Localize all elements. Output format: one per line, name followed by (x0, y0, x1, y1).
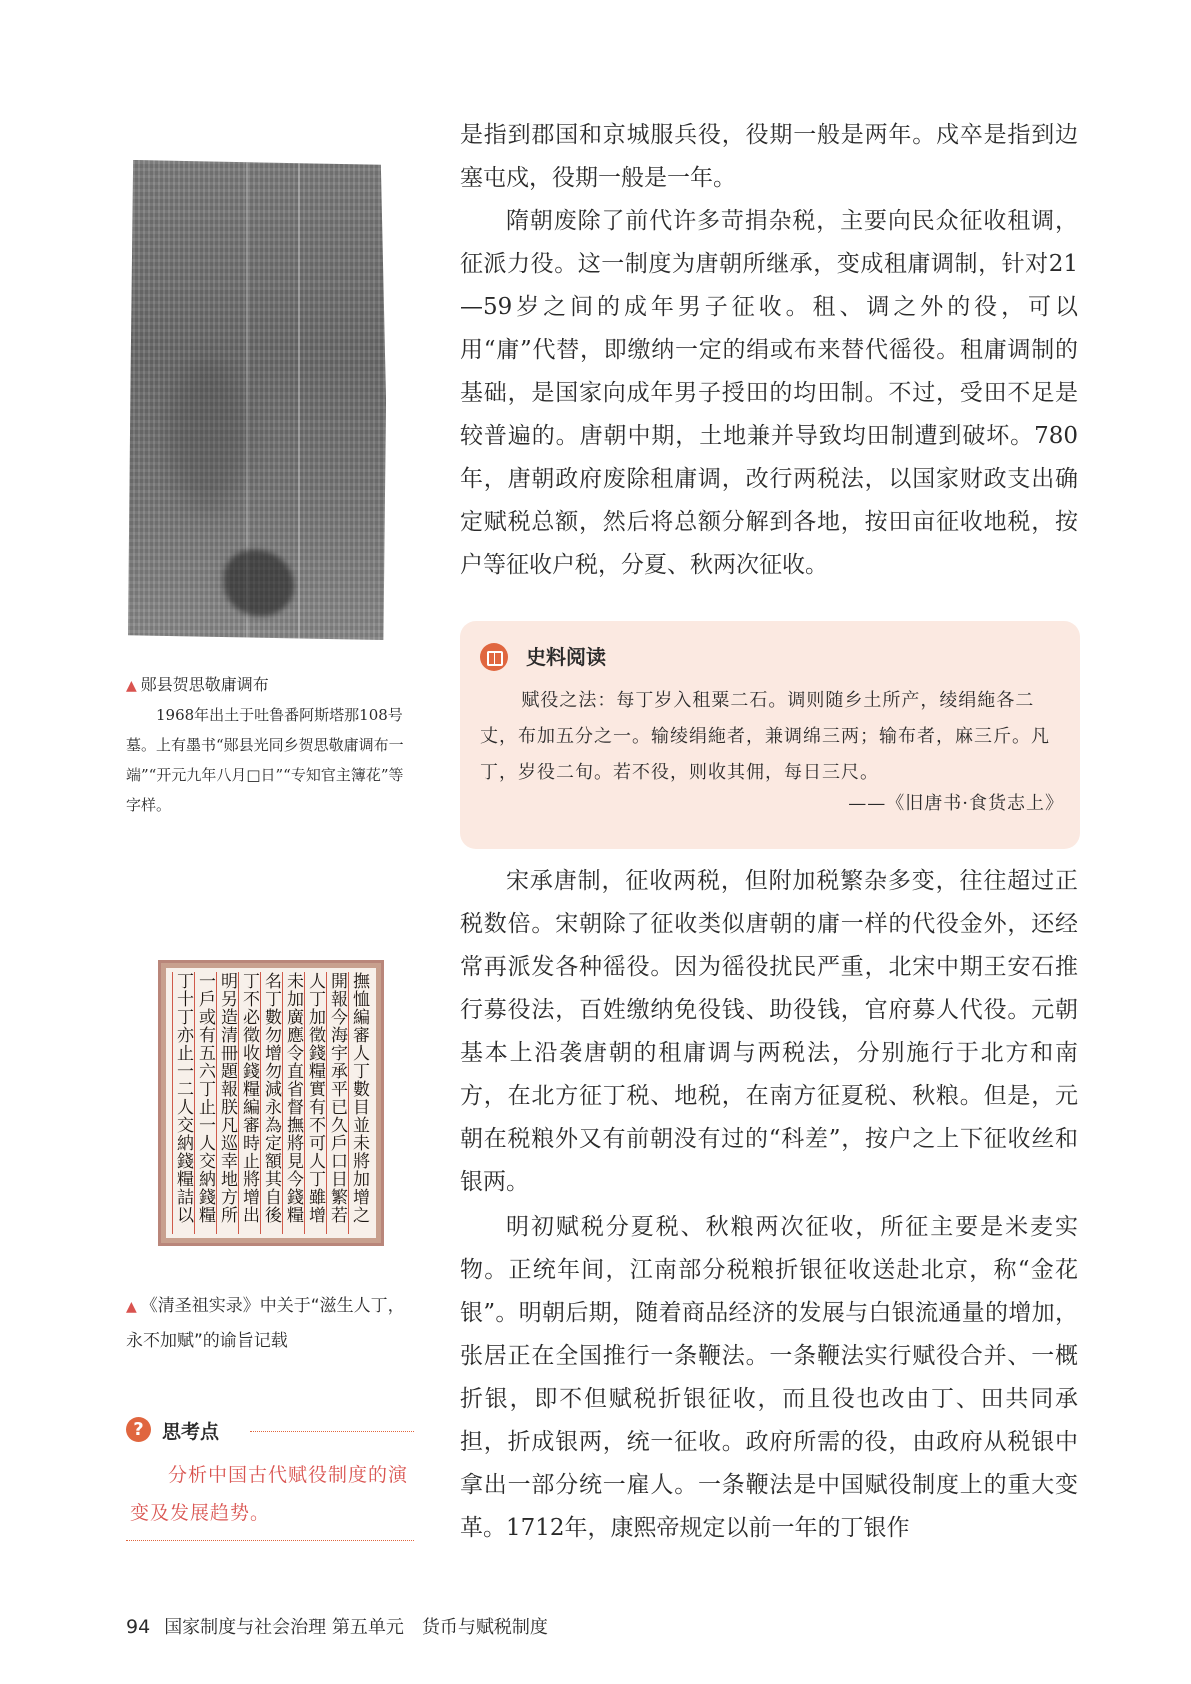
triangle-icon: ▲ (126, 1299, 137, 1315)
cloth-fold-line (298, 160, 300, 640)
think-point-title: 思考点 (162, 1421, 220, 1443)
qing-record-photo (158, 960, 384, 1246)
think-point-body: 分析中国古代赋役制度的演变及发展趋势。 (130, 1464, 409, 1524)
think-divider-top (250, 1431, 414, 1432)
book-icon (480, 643, 508, 671)
qing-record-column: 丁十丁亦止一二人交納錢糧詰以 (172, 972, 194, 1234)
page-footer (126, 1613, 548, 1639)
qing-record-column: 人丁加徵錢糧實有不可人丁雖增 (304, 972, 326, 1234)
qing-record-column: 未加廣應令直省督撫將見今錢糧 (282, 972, 304, 1234)
figure1-caption-title-text: 郧县贺思敬庸调布 (140, 675, 269, 694)
cloth-smudge (168, 360, 248, 510)
qing-record-column: 明另造清冊題報朕凡巡幸地方所 (216, 972, 238, 1234)
think-divider-bottom (126, 1540, 414, 1541)
main-paragraph-1: 是指到郡国和京城服兵役，役期一般是两年。戍卒是指到边塞屯戍，役期一般是一年。 (460, 122, 1078, 191)
figure2-caption (126, 1289, 416, 1358)
figure1-caption-title (126, 672, 269, 695)
qing-record-column: 一戶或有五六丁止一人交納錢糧 (194, 972, 216, 1234)
question-icon: ? (126, 1417, 151, 1442)
source-citation: ——《旧唐书·食货志上》 (848, 793, 1064, 814)
main-paragraph-4: 明初赋税分夏税、秋粮两次征收，所征主要是米麦实物。正统年间，江南部分税粮折银征收送赴北京，称“金花银”。明朝后期，随着商品经济的发展与白银流通量的增加，张居正在全国推行一条鞭法。一条鞭法实行赋役合并、一概折银，即不但赋税折银征收，而且役也改由丁、田共同承担，折成银两，统一征收。政府所需的役，由政府从税银中拿出一部分统一雇人。一条鞭法是中国赋役制度上的重大变革。1712年，康熙帝规定以前一年的丁银作 (460, 1214, 1078, 1541)
historical-source-box (460, 621, 1080, 849)
page-number: 94 (126, 1616, 151, 1638)
footer-text: 国家制度与社会治理 第五单元 货币与赋税制度 (164, 1617, 548, 1638)
qing-record-column: 丁不必徵收錢糧編審時止將增出 (238, 972, 260, 1234)
qing-record-page (166, 968, 376, 1238)
triangle-icon: ▲ (126, 678, 137, 694)
ink-stamp-mark (224, 550, 294, 616)
main-paragraph-2: 隋朝废除了前代许多苛捐杂税，主要向民众征收租调，征派力役。这一制度为唐朝所继承，变成租庸调制，针对21—59岁之间的成年男子征收。租、调之外的役，可以用“庸”代替，即缴纳一定的绢或布来替代徭役。租庸调制的基础，是国家向成年男子授田的均田制。不过，受田不足是较普遍的。唐朝中期，土地兼并导致均田制遭到破坏。780年，唐朝政府废除租庸调，改行两税法，以国家财政支出确定赋税总额，然后将总额分解到各地，按田亩征收地税，按户等征收户税，分夏、秋两次征收。 (460, 208, 1078, 578)
figure1-caption-body: 1968年出土于吐鲁番阿斯塔那108号墓。上有墨书“郧县光同乡贺思敬庸调布一端”“开元九年八月□日”“专知官主簿花”等字样。 (126, 706, 404, 814)
source-box-body: 赋役之法：每丁岁入租粟二石。调则随乡土所产，绫绢絁各二丈，布加五分之一。输绫绢絁者，兼调绵三两；输布者，麻三斤。凡丁，岁役二旬。若不役，则收其佣，每日三尺。 (480, 690, 1050, 783)
cloth-relic-photo (128, 160, 386, 640)
figure2-caption-text: 《清圣祖实录》中关于“滋生人丁，永不加赋”的谕旨记载 (126, 1296, 405, 1351)
qing-record-column: 撫恤編審人丁數目並未將加增之 (348, 972, 370, 1234)
qing-record-columns (172, 972, 370, 1234)
source-box-title: 史料阅读 (526, 645, 606, 669)
main-paragraph-3: 宋承唐制，征收两税，但附加税繁杂多变，往往超过正税数倍。宋朝除了征收类似唐朝的庸一样的代役金外，还经常再派发各种徭役。因为徭役扰民严重，北宋中期王安石推行募役法，百姓缴纳免役钱、助役钱，官府募人代役。元朝基本上沿袭唐朝的租庸调与两税法，分别施行于北方和南方，在北方征丁税、地税，在南方征夏税、秋粮。但是，元朝在税粮外又有前朝没有过的“科差”，按户之上下征收丝和银两。 (460, 868, 1078, 1195)
qing-record-column: 名丁數勿增勿減永為定額其自後 (260, 972, 282, 1234)
qing-record-column: 開報今海宇承平已久戶口日繁若 (326, 972, 348, 1234)
